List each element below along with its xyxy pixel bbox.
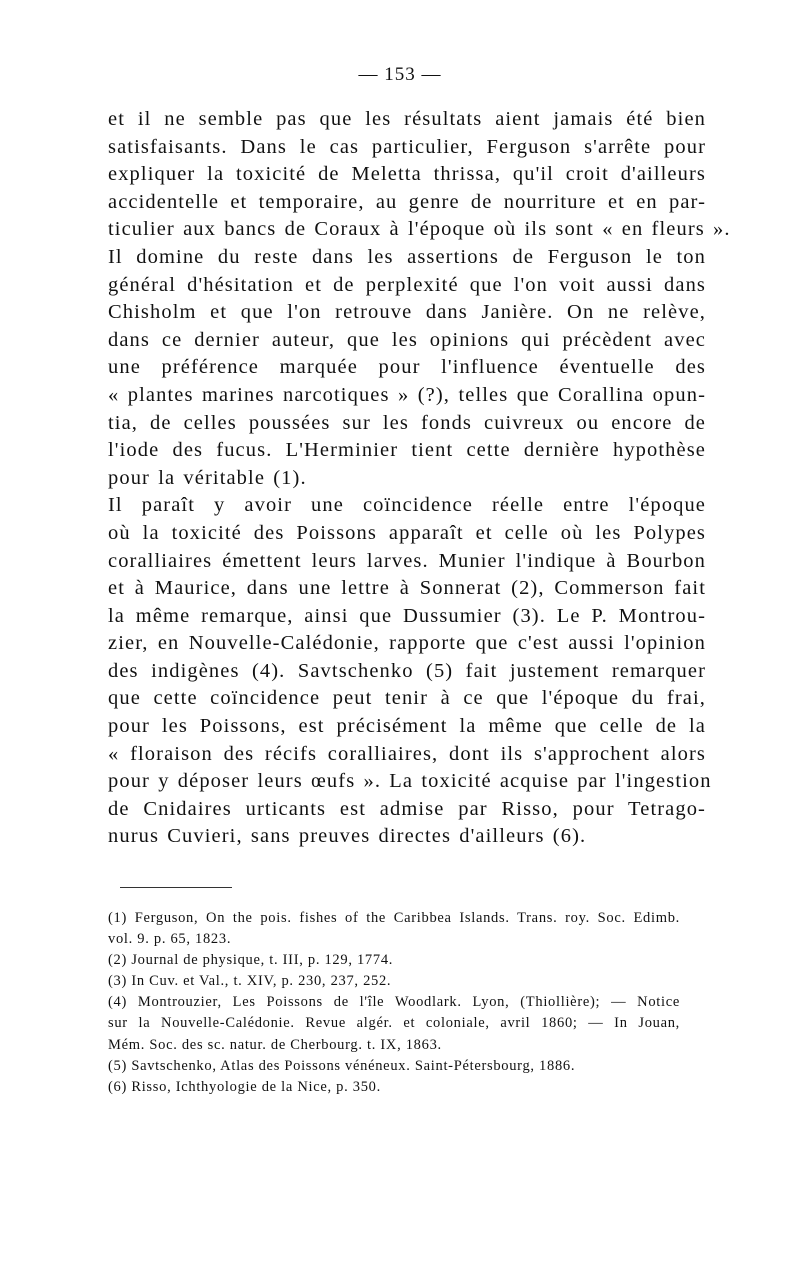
text-line: pour la véritable (1).	[108, 466, 307, 489]
footnote-divider	[120, 887, 232, 888]
text-line: dans ce dernier auteur, que les opinions qui précèdent avec	[108, 328, 706, 351]
text-line: « plantes marines narcotiques » (?), telles que Corallina opun-	[108, 383, 706, 406]
text-line: de Cnidaires urticants est admise par Risso, pour Tetrago-	[108, 797, 706, 820]
footnote-line: (5) Savtschenko, Atlas des Poissons vénéneux. Saint-Pétersbourg, 1886.	[108, 1057, 576, 1074]
text-line: Chisholm et que l'on retrouve dans Janière. On ne relève,	[108, 301, 706, 324]
footnote-line: sur la Nouvelle-Calédonie. Revue algér. et coloniale, avril 1860; — In Jouan,	[108, 1015, 680, 1032]
text-line: général d'hésitation et de perplexité que l'on voit aussi dans	[108, 273, 706, 296]
text-line: coralliaires émettent leurs larves. Munier l'indique à Bourbon	[108, 549, 706, 572]
text-line: Il domine du reste dans les assertions de Ferguson le ton	[108, 245, 706, 268]
text-line: l'iode des fucus. L'Herminier tient cette dernière hypothèse	[108, 439, 706, 462]
text-line: que cette coïncidence peut tenir à ce que l'époque du frai,	[108, 687, 706, 710]
footnote-line: Mém. Soc. des sc. natur. de Cherbourg. t. IX, 1863.	[108, 1036, 442, 1053]
text-line: des indigènes (4). Savtschenko (5) fait justement remarquer	[108, 659, 706, 682]
text-line: où la toxicité des Poissons apparaît et celle où les Polypes	[108, 521, 706, 544]
footnote-line: (3) In Cuv. et Val., t. XIV, p. 230, 237, 252.	[108, 973, 392, 990]
text-line: Il paraît y avoir une coïncidence réelle entre l'époque	[108, 494, 706, 517]
footnote-line: (4) Montrouzier, Les Poissons de l'île Woodlark. Lyon, (Thiollière); — Notice	[108, 994, 680, 1011]
footnote-line: (1) Ferguson, On the pois. fishes of the Caribbea Islands. Trans. roy. Soc. Edimb.	[108, 910, 680, 926]
footnote-line: vol. 9. p. 65, 1823.	[108, 931, 232, 948]
text-line: expliquer la toxicité de Meletta thrissa, qu'il croit d'ailleurs	[108, 163, 706, 186]
text-line: zier, en Nouvelle-Calédonie, rapporte que c'est aussi l'opinion	[108, 632, 706, 655]
text-line: la même remarque, ainsi que Dussumier (3). Le P. Montrou-	[108, 604, 706, 627]
text-line: « floraison des récifs coralliaires, dont ils s'approchent alors	[108, 742, 706, 765]
text-line: une préférence marquée pour l'influence éventuelle des	[108, 356, 706, 379]
text-line: pour y déposer leurs œufs ». La toxicité acquise par l'ingestion	[108, 770, 712, 793]
main-text	[108, 106, 731, 851]
footnotes	[108, 908, 680, 1098]
text-line: satisfaisants. Dans le cas particulier, Ferguson s'arrête pour	[108, 135, 706, 158]
text-line: accidentelle et temporaire, au genre de nourriture et en par-	[108, 190, 706, 213]
text-line: et à Maurice, dans une lettre à Sonnerat (2), Commerson fait	[108, 577, 706, 600]
text-line: ticulier aux bancs de Coraux à l'époque où ils sont « en fleurs ».	[108, 218, 731, 241]
text-line: nurus Cuvieri, sans preuves directes d'ailleurs (6).	[108, 825, 587, 848]
text-line: et il ne semble pas que les résultats aient jamais été bien	[108, 108, 706, 130]
page-number: — 153 —	[358, 64, 442, 85]
text-line: tia, de celles poussées sur les fonds cuivreux ou encore de	[108, 411, 706, 434]
footnote-line: (2) Journal de physique, t. III, p. 129, 1774.	[108, 952, 394, 969]
text-line: pour les Poissons, est précisément la même que celle de la	[108, 715, 706, 738]
footnote-line: (6) Risso, Ichthyologie de la Nice, p. 350.	[108, 1078, 381, 1095]
